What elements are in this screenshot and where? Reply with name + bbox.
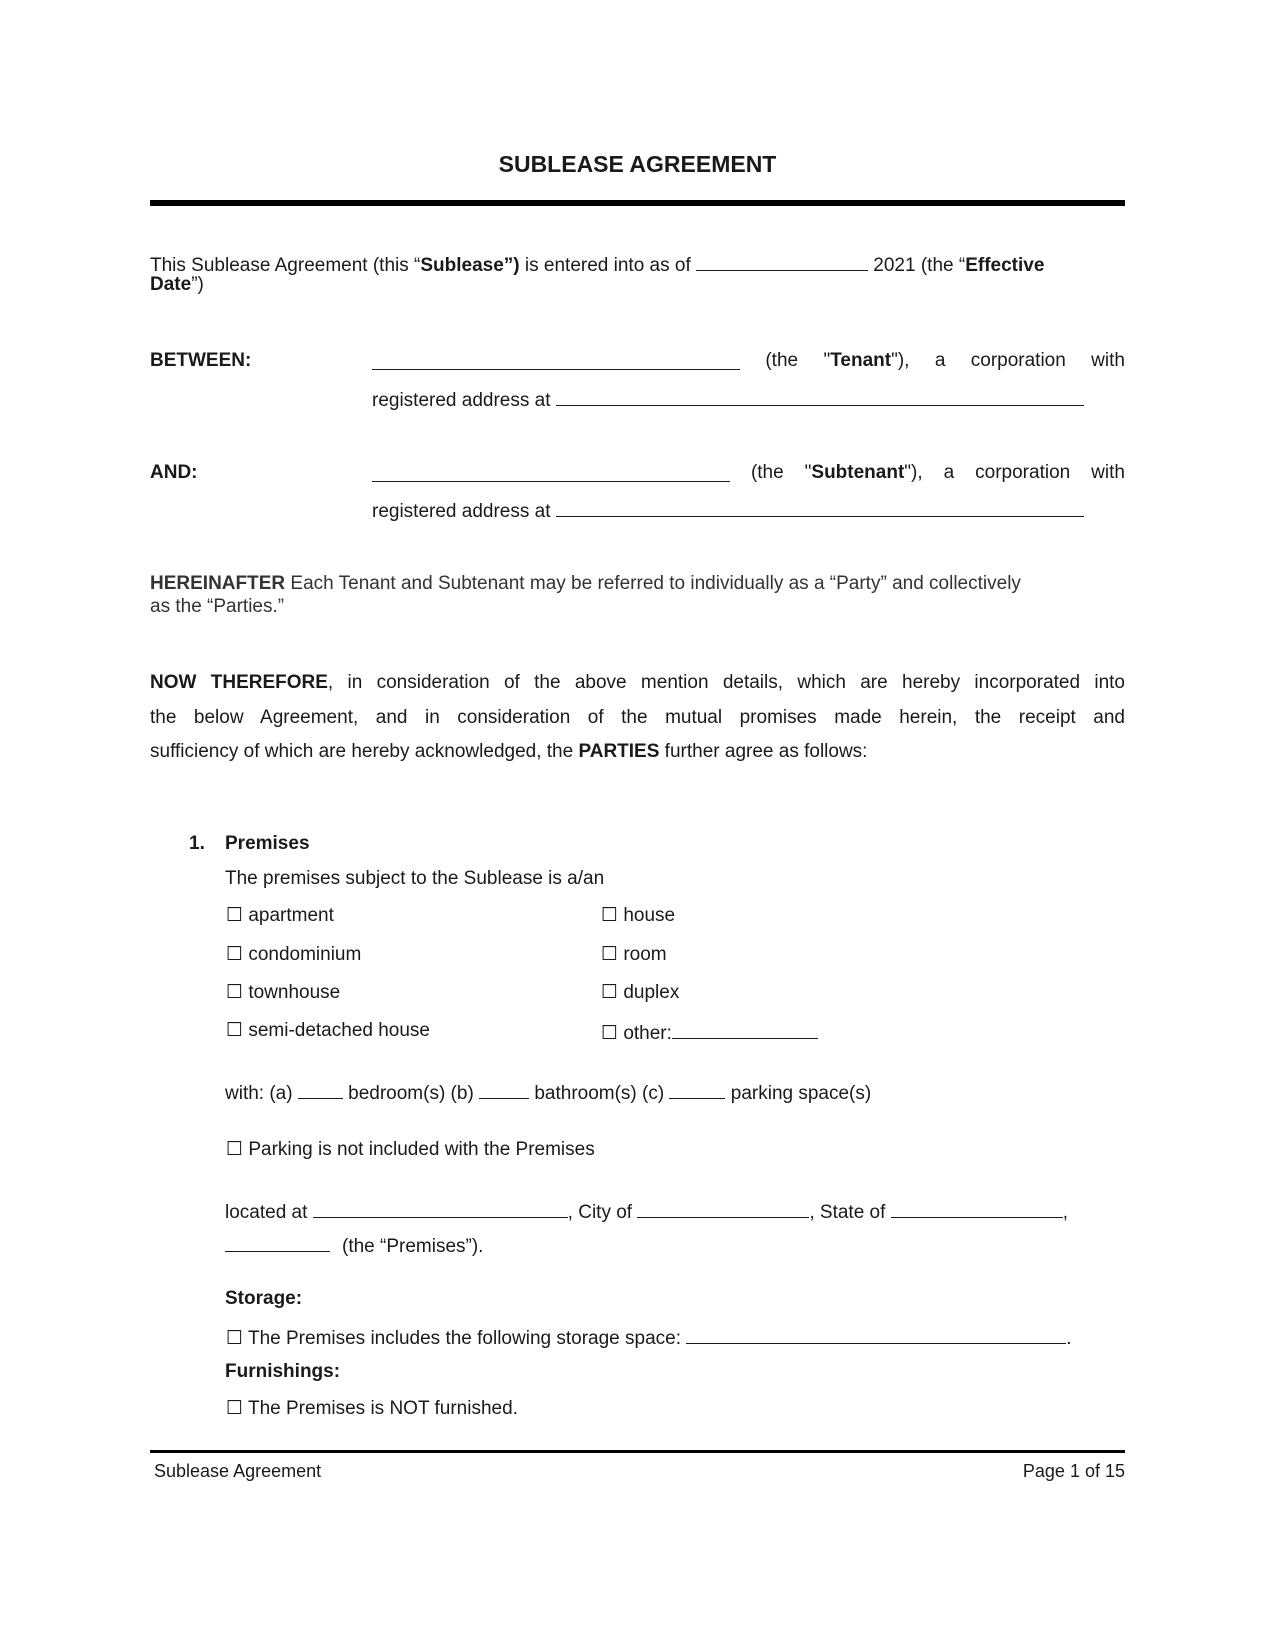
subtenant-address-line [372,497,1084,523]
checkbox-icon[interactable]: ☐ [226,1138,244,1160]
subtenant-text: with [1091,462,1125,483]
zip-blank[interactable] [225,1232,330,1252]
option-semi-detached-house[interactable] [226,1019,430,1042]
premises-definition: (the “Premises”). [342,1236,484,1257]
intro-text: ”) [191,274,204,295]
option-label: house [623,905,676,926]
located-at-line [225,1198,1068,1224]
checkbox-icon[interactable]: ☐ [226,943,244,965]
subtenant-text: "), [904,462,923,483]
option-other[interactable] [601,1019,818,1045]
rooms-line [225,1079,871,1105]
section-number: 1. [189,833,205,854]
intro-text: is entered into as of [519,255,697,276]
bathrooms-blank[interactable] [479,1079,529,1099]
option-label: room [623,944,667,965]
rooms-text: bathroom(s) (c) [529,1083,670,1104]
subtenant-address-label: registered address at [372,501,551,522]
location-text: , State of [809,1202,891,1223]
tenant-text: (the [765,350,799,371]
now-therefore-line2: the below Agreement, and in consideration of the mutual promises made herein, the receipt and [150,707,1125,728]
checkbox-icon[interactable]: ☐ [226,981,244,1003]
option-label: semi-detached house [248,1020,430,1041]
option-label: townhouse [248,982,341,1003]
rooms-text: bedroom(s) (b) [342,1083,480,1104]
checkbox-icon[interactable]: ☐ [226,1397,244,1419]
tenant-address-label: registered address at [372,390,551,411]
now-therefore-text: , in consideration of the above mention details, which are hereby incorporated into [327,672,1125,693]
option-label: duplex [623,982,680,1003]
tenant-text: with [1091,350,1125,371]
option-label: apartment [248,905,334,926]
not-furnished-option[interactable] [226,1397,518,1420]
now-therefore-line1 [150,672,1125,694]
hereinafter-text: Each Tenant and Subtenant may be referred to individually as a “Party” and collectively [285,573,1021,594]
option-label: Parking is not included with the Premises [248,1139,595,1160]
option-label: condominium [248,944,362,965]
tenant-name-blank[interactable] [372,350,740,370]
intro-text: 2021 (the “ [868,255,966,276]
now-therefore-term: NOW THEREFORE [150,672,328,693]
location-text: , [1062,1202,1068,1223]
between-label: BETWEEN: [150,350,252,371]
tenant-text: "), [891,350,910,371]
checkbox-icon[interactable]: ☐ [601,1022,619,1044]
subtenant-text: corporation [975,462,1071,483]
checkbox-icon[interactable]: ☐ [226,1327,244,1349]
and-label: AND: [150,462,198,483]
tenant-address-line [372,386,1084,412]
footer-page-number: Page 1 of 15 [1022,1461,1125,1481]
parking-blank[interactable] [669,1079,725,1099]
tenant-term: Tenant [830,350,892,371]
state-blank[interactable] [891,1198,1063,1218]
option-label: The Premises is NOT furnished. [247,1398,518,1419]
date-term: Date [150,274,192,295]
location-text: located at [225,1202,313,1223]
parking-not-included-option[interactable] [226,1138,595,1161]
footer-document-name: Sublease Agreement [154,1461,322,1481]
now-therefore-line3 [150,741,867,763]
option-duplex[interactable] [601,981,679,1004]
hereinafter-line2: as the “Parties.” [150,596,285,617]
option-label: . [1066,1328,1072,1349]
subtenant-address-blank[interactable] [556,497,1084,517]
option-room[interactable] [601,943,667,966]
city-blank[interactable] [637,1198,809,1218]
storage-heading: Storage: [225,1288,303,1309]
option-label: The Premises includes the following storage space: [247,1328,687,1349]
premises-definition-line [225,1232,483,1258]
intro-text: This Sublease Agreement (this “ [150,255,421,276]
intro-paragraph [150,251,1044,277]
subtenant-text: a [943,462,955,483]
sublease-term: Sublease”) [420,255,520,276]
checkbox-icon[interactable]: ☐ [601,904,619,926]
subtenant-text: (the [750,462,784,483]
option-condominium[interactable] [226,943,361,966]
checkbox-icon[interactable]: ☐ [226,1019,244,1041]
page-title: SUBLEASE AGREEMENT [498,151,777,177]
subtenant-line [372,462,1125,484]
tenant-text: a [934,350,946,371]
bedrooms-blank[interactable] [298,1079,343,1099]
now-therefore-text: sufficiency of which are hereby acknowledged, the [150,741,579,762]
effective-date-blank[interactable] [696,251,868,271]
effective-term: Effective [965,255,1045,276]
option-house[interactable] [601,904,675,927]
storage-blank[interactable] [686,1324,1066,1344]
location-text: , City of [567,1202,638,1223]
tenant-line [372,350,1125,372]
other-blank[interactable] [672,1019,818,1039]
option-apartment[interactable] [226,904,334,927]
rooms-text: with: (a) [225,1083,298,1104]
title-divider [150,200,1125,206]
option-townhouse[interactable] [226,981,340,1004]
now-therefore-text: further agree as follows: [659,741,868,762]
tenant-text: corporation [970,350,1066,371]
hereinafter-term: HEREINAFTER [150,573,286,594]
subtenant-role: "Subtenant"), [804,462,923,483]
tenant-role: "Tenant"), [823,350,910,371]
hereinafter-line1 [150,573,1021,595]
tenant-address-blank[interactable] [556,386,1084,406]
checkbox-icon[interactable]: ☐ [226,904,244,926]
address-blank[interactable] [313,1198,568,1218]
checkbox-icon[interactable]: ☐ [601,981,619,1003]
parties-term: PARTIES [578,741,660,762]
storage-option[interactable] [226,1324,1072,1350]
section-heading: Premises [225,833,310,854]
subtenant-term: Subtenant [811,462,905,483]
rooms-text: parking space(s) [725,1083,872,1104]
option-label: other: [623,1023,672,1044]
subtenant-name-blank[interactable] [372,462,730,482]
intro-paragraph-line2 [150,274,204,296]
furnishings-heading: Furnishings: [225,1361,341,1382]
checkbox-icon[interactable]: ☐ [601,943,619,965]
premises-intro: The premises subject to the Sublease is a/an [225,868,605,889]
footer-divider [150,1450,1125,1453]
